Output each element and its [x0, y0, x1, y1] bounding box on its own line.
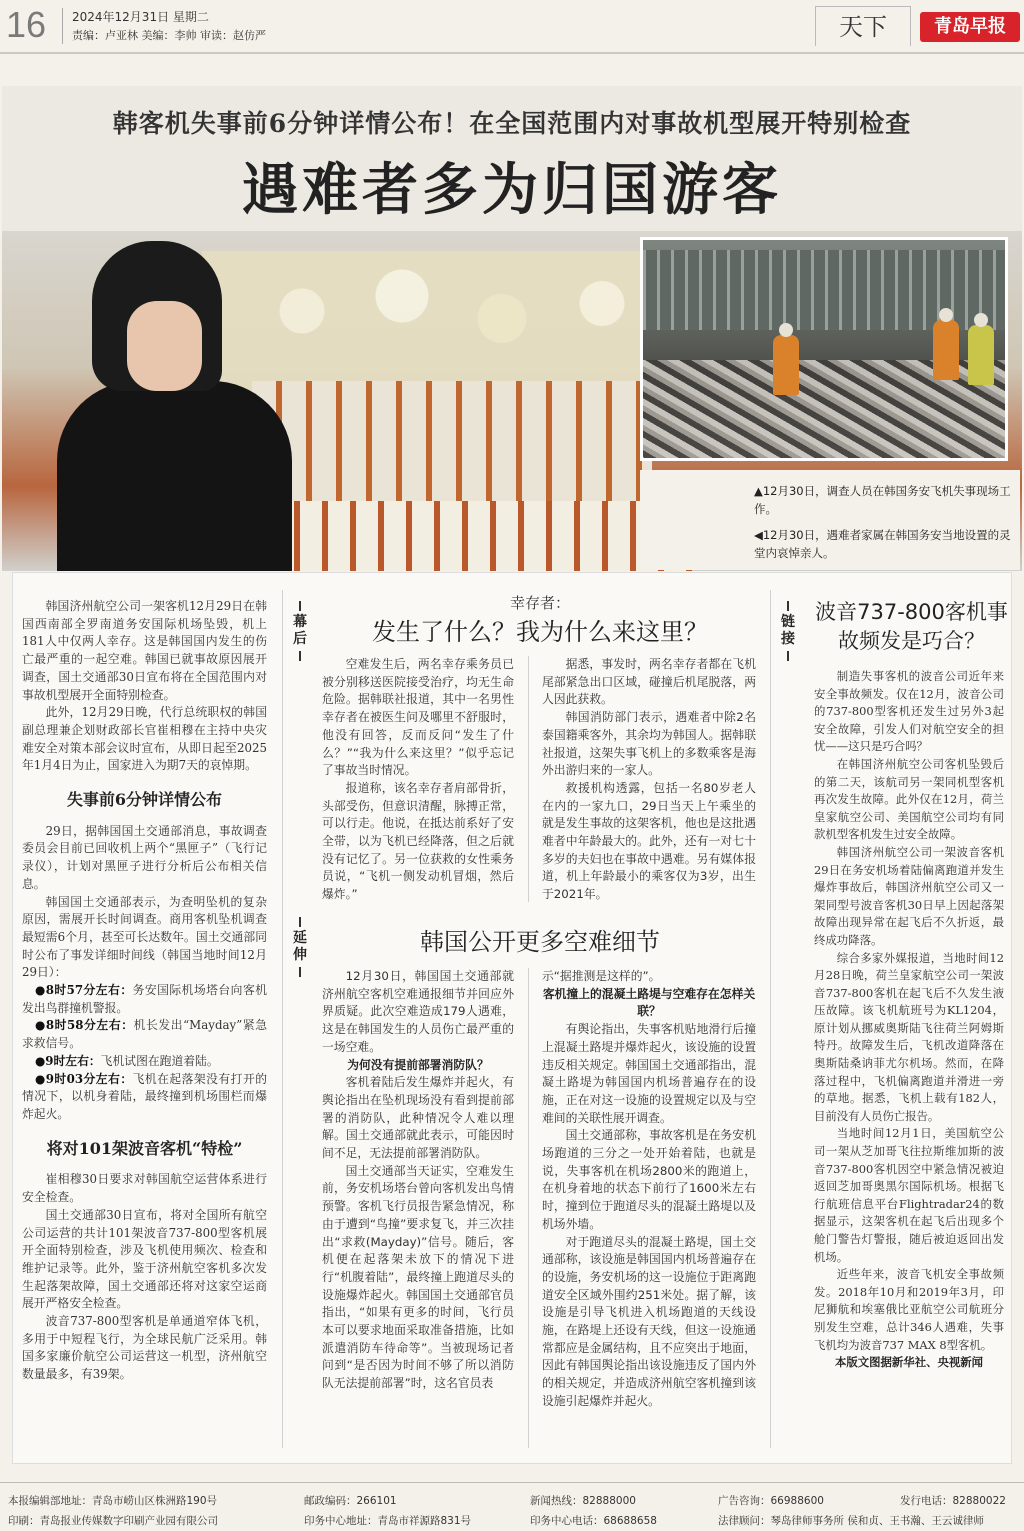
column-divider [770, 590, 771, 1448]
section-heading: 将对101架波音客机“特检” [46, 1138, 243, 1158]
survivor-column-2 [542, 656, 756, 904]
memorial-tablets-lower [272, 501, 692, 571]
paragraph: 12月30日，韩国国土交通部就济州航空客机空难通报细节并回应外界质疑。此次空难造成179人遇难，这是在韩国发生的人员伤亡最严重的一场空难。 [322, 969, 514, 1054]
boeing-column [814, 668, 1004, 1372]
photo-caption-2: ◀12月30日，遇难者家属在韩国务安当地设置的灵堂内哀悼亲人。 [754, 528, 1011, 560]
left-column [22, 598, 267, 1384]
investigator-figure [968, 325, 994, 385]
investigator-figure [773, 335, 799, 395]
paragraph: 对于跑道尽头的混凝土路堤，国土交通部称，该设施是韩国国内机场普遍存在的设施，务安机场的这一设施位于距离跑道安全区域外围约251米处。据了解，该设施是引导飞机进入机场跑道的天线设施，在路堤上还设有天线，但这一设施通常都应是金属结构，且不应突出于地面，因此有韩国舆论指出该设施违反了国内外的相关规定，并造成济州航空客机撞到该设施引起爆炸并起火。 [542, 1234, 756, 1408]
survivor-column-1 [322, 656, 514, 904]
footer-printer: 印刷：青岛报业传媒数字印刷产业园有限公司 [8, 1515, 218, 1527]
paragraph: 韩国消防部门表示，遇难者中除2名泰国籍乘客外，其余均为韩国人。据韩联社报道，这架失事飞机上的多数乘客是海外出游归来的一家人。 [542, 710, 756, 778]
column-divider [528, 656, 529, 902]
date-line: 2024年12月31日 星期二 [72, 10, 209, 24]
photo-credit: 本版文图据新华社、央视新闻 [834, 1355, 984, 1370]
editors-line: 责编：卢亚林 美编：李帅 审读：赵仿严 [72, 29, 266, 42]
survivor-title: 发生了什么？我为什么来这里？ [372, 618, 708, 646]
main-headline: 遇难者多为归国游客 [242, 158, 782, 223]
intro-paragraph: 此外，12月29日晚，代行总统职权的韩国副总理兼企划财政部长官崔相穆在主持中央灾难安全对策本部会议时宣布，从即日起至2025年1月4日为止，国家进入为期7天的哀悼期。 [22, 705, 267, 773]
investigator-figure [933, 320, 959, 380]
tag-background: 幕后 [292, 598, 308, 664]
header-rule [0, 52, 1024, 54]
paragraph: 据悉，事发时，两名幸存者都在飞机尾部紧急出口区域，碰撞后机尾脱落，两人因此获救。 [542, 657, 756, 707]
subheadline: 韩客机失事前6分钟详情公布！在全国范围内对事故机型展开特别检查 [112, 109, 912, 138]
paragraph: 国土交通部称，事故客机是在务安机场跑道的三分之一处开始着陆，也就是说，失事客机在机场2800米的跑道上，在机身着地的状态下前行了1600米左右时，撞到位于跑道尽头的混凝土路堤以及机场外墙。 [542, 1128, 756, 1231]
timeline-item: ●9时03分左右：飞机在起落架没有打开的情况下，以机身着陆，最终撞到机场围栏而爆炸起火。 [22, 1071, 267, 1121]
section-tab: 天下 [815, 6, 911, 46]
page-number: 16 [6, 4, 47, 45]
column-divider [528, 968, 529, 1448]
footer-print-phone: 印务中心电话：68688658 [530, 1515, 657, 1527]
crash-site-photo [640, 237, 1008, 461]
timeline-item: ●8时58分左右：机长发出“Mayday”紧急求救信号。 [22, 1018, 267, 1051]
timeline-item: ●8时57分左右：务安国际机场塔台向客机发出鸟群撞机警报。 [22, 983, 267, 1015]
paragraph: 韩国国土交通部表示，为查明坠机的复杂原因，需展开长时间调查。商用客机坠机调查最短需6个月，甚至可长达数年。国土交通部同时公布了事发详细时间线（韩国当地时间12月29日）： [22, 894, 267, 980]
boeing-title: 波音737-800客机事故频发是巧合？ [815, 600, 1008, 653]
header-divider [62, 8, 63, 44]
paragraph: 在韩国济州航空公司客机坠毁后的第二天，该航司另一架同机型客机再次发生故障。此外仅在12月，荷兰皇家航空公司、美国航空公司均有同款机型客机发生过安全故障。 [814, 756, 1004, 842]
paragraph: 当地时间12月1日，美国航空公司一架从芝加哥飞往拉斯维加斯的波音737-800客机因空中紧急情况被迫返回芝加哥奥黑尔国际机场。根据飞行航班信息平台Flightradar24的数据显示，这架客机在起飞后出现多个舱门警告灯警报，随后被迫返回出发机场。 [814, 1126, 1004, 1264]
paragraph: 制造失事客机的波音公司近年来安全事故频发。仅在12月，波音公司的737-800型客机还发生过另外3起安全故障，引发人们对航空安全的担忧——这只是巧合吗？ [814, 669, 1004, 754]
paragraph: 波音737-800型客机是单通道窄体飞机，多用于中短程飞行，为全球民航广泛采用。韩国多家廉价航空公司运营这一机型，济州航空数量最多，有39架。 [22, 1314, 267, 1382]
paragraph: 空难发生后，两名幸存乘务员已被分别移送医院接受治疗，均无生命危险。据韩联社报道，其中一名男性幸存者在被医生问及哪里不舒服时，他没有回答，反而反问“发生了什么？”“我为什么来这里？”似乎忘记了事故当时情况。 [322, 657, 514, 778]
paragraph: 有舆论指出，失事客机贴地滑行后撞上混凝土路堤并爆炸起火，该设施的设置违反相关规定。韩国国土交通部指出，混凝土路堤为韩国国内机场普遍存在的设施，正在对这一设施的设置规定以及与空难间的关联性展开调查。 [542, 1022, 756, 1125]
paragraph: 29日，据韩国国土交通部消息，事故调查委员会目前已回收机上两个“黑匣子”（飞行记录仪），计划对黑匣子进行分析后公布相关信息。 [22, 823, 267, 891]
question-heading: 为何没有提前部署消防队？ [347, 1057, 489, 1072]
page-footer [0, 1482, 1024, 1531]
footer-print-address: 印务中心地址：青岛市祥源路831号 [304, 1515, 472, 1527]
timeline-item: ●9时左右：飞机试图在跑道着陆。 [34, 1053, 219, 1068]
paragraph: 客机着陆后发生爆炸并起火，有舆论指出在坠机现场没有看到提前部署的消防队，此种情况令人难以理解。国土交通部就此表示，可能因时间不足，无法提前部署消防队。 [322, 1075, 514, 1161]
footer-distribution: 发行电话：82880022 [900, 1495, 1006, 1507]
newspaper-logo: 青岛早报 [920, 12, 1020, 42]
page-header [0, 0, 1024, 52]
question-heading: 客机撞上的混凝土路堤与空难存在怎样关联？ [542, 986, 756, 1019]
details-column-2 [542, 968, 756, 1411]
tag-link: 链接 [780, 598, 796, 664]
intro-paragraph: 韩国济州航空公司一架客机12月29日在韩国西南部全罗南道务安国际机场坠毁，机上181人中仅两人幸存。这是韩国国内发生的伤亡最严重的一起空难。韩国已就事故原因展开调查，国土交通部30日宣布将在全国范围内对事故机型展开全面特别检查。 [22, 599, 267, 702]
paragraph: 韩国济州航空公司一架波音客机29日在务安机场着陆偏离跑道并发生爆炸事故后，韩国济州航空公司又一架同型号波音客机30日早上因起落架故障出现异常在起飞后不久折返，最终成功降落。 [814, 844, 1004, 947]
footer-legal: 法律顾问：琴岛律师事务所 侯和贞、王书瀚、王云诚律师 [718, 1515, 984, 1527]
details-column-1 [322, 968, 514, 1393]
paragraph: 崔相穆30日要求对韩国航空运营体系进行安全检查。 [22, 1172, 267, 1205]
paragraph: 救援机构透露，包括一名80岁老人在内的一家九口，29日当天上午乘坐的就是发生事故的这架客机，他也是这批遇难者中年龄最大的。此外，还有一对七十多岁的夫妇也在事故中遇难。另有媒体报道，机上年龄最小的乘客仅为3岁，出生于2021年。 [542, 780, 756, 902]
tag-extension: 延伸 [292, 914, 308, 980]
airport-fence [643, 250, 1008, 330]
photo-caption-1: ▲12月30日，调查人员在韩国务安飞机失事现场工作。 [754, 484, 1011, 516]
paragraph: 报道称，该名幸存者肩部骨折，头部受伤，但意识清醒，脉搏正常，可以行走。他说，在抵达前系好了安全带，以为飞机已经降落，但之后就没有记忆了。另一位获救的女性乘务员说，“飞机一侧发动机冒烟，然后爆炸。” [322, 780, 514, 902]
section-heading: 失事前6分钟详情公布 [66, 790, 223, 810]
details-title: 韩国公开更多空难细节 [420, 928, 660, 956]
paragraph: 近些年来，波音飞机安全事故频发。2018年10月和2019年3月，印尼狮航和埃塞俄比亚航空公司航班分别发生空难，总计346人遇难，失事飞机均为波音737 MAX 8型客机。 [814, 1267, 1004, 1352]
paragraph: 示“据推测是这样的”。 [542, 969, 661, 983]
paragraph: 国土交通部当天证实，空难发生前，务安机场塔台曾向客机发出鸟情预警。客机飞行员报告紧急情况，称由于遭到“鸟撞”要求复飞，并三次挂出“求救(Mayday)”信号。随后，客机便在起落架未放下的情况下进行“机腹着陆”，最终撞上跑道尽头的设施爆炸起火。韩国国土交通部官员指出，“如果有更多的时间，飞行员本可以要求地面采取准备措施，比如派遣消防车待命等”。当被现场记者问到“是否因为时间不够了所以消防队无法提前部署”时，这名官员表 [322, 1163, 514, 1391]
footer-hotline: 新闻热线：82888000 [530, 1495, 636, 1507]
footer-postcode: 邮政编码：266101 [304, 1495, 397, 1507]
paragraph: 国土交通部30日宣布，将对全国所有航空公司运营的共计101架波音737-800型客机展开全面特别检查，涉及飞机使用频次、检查和维护记录等。此外，鉴于济州航空客机多次发生起落架故障，国土交通部还将对这家空运商展开严格安全检查。 [22, 1207, 267, 1311]
footer-ads: 广告咨询：66988600 [718, 1495, 824, 1507]
column-divider [282, 590, 283, 1448]
paragraph: 综合多家外媒报道，当地时间12月28日晚，荷兰皇家航空公司一架波音737-800客机在起飞后不久发生液压故障。该飞机航班号为KL1204，原计划从挪威奥斯陆飞往荷兰阿姆斯特丹。故障发生后，飞机改道降落在奥斯陆桑讷菲尤尔机场。然而，在降落过程中，飞机偏离跑道并滑进一旁的草地。据悉，飞机上载有182人，目前没有人员伤亡报告。 [814, 950, 1004, 1123]
footer-address: 本报编辑部地址：青岛市崂山区株洲路190号 [8, 1495, 218, 1507]
mourner-figure [57, 241, 292, 571]
survivor-label: 幸存者： [509, 594, 570, 612]
